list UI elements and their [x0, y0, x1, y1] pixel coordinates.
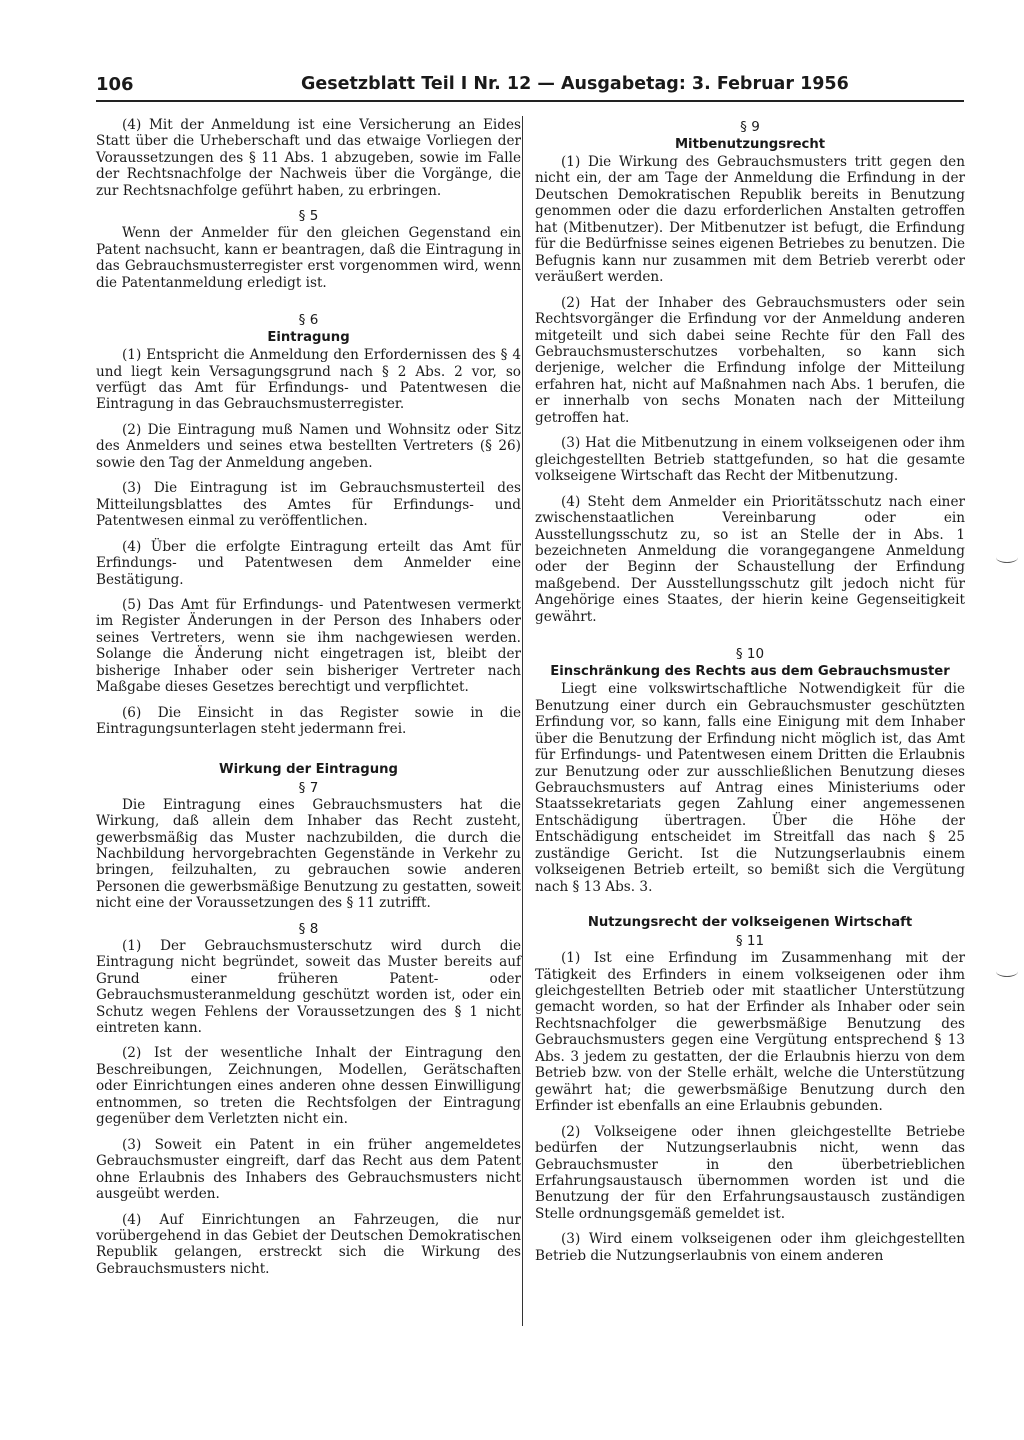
paragraph: (3) Die Eintragung ist im Gebrauchsmusterteil des Mitteilungsblattes des Amtes für Erfindungs- und Patentwesen einmal zu veröffentlichen. [96, 480, 521, 530]
section-number: § 11 [735, 933, 765, 950]
paragraph: (4) Über die erfolgte Eintragung erteilt das Amt für Erfindungs- und Patentwesen dem Anmelder eine Bestätigung. [96, 538, 521, 588]
section-heading: Wirkung der Eintragung [219, 761, 398, 777]
paragraph: Die Eintragung eines Gebrauchsmusters hat die Wirkung, daß allein dem Inhaber das Recht zusteht, gewerbsmäßig das Muster nachzubilden, die durch die Nachbildung hervorgebrachten Gegenstände in Verkehr zu bringen, feilzuhalten, zu gebrauchen sowie anderen Personen die gewerbsmäßige Benutzung zu gestatten, soweit nicht eine der Voraussetzungen des § 11 zutrifft. [96, 796, 521, 912]
paragraph: (4) Steht dem Anmelder ein Prioritätsschutz nach einer zwischenstaatlichen Vereinbarung oder ein Ausstellungsschutz zu, so ist an Stelle der in Abs. 1 bezeichneten Anmeldung die vorangegangene Anmeldung oder der Beginn der Schaustellung der Erfindung maßgebend. Der Ausstellungsschutz gilt jedoch nicht für Angehörige eines Staates, der hierin keine Gegenseitigkeit gewährt. [535, 493, 965, 625]
margin-mark [996, 552, 1018, 563]
paragraph: (3) Wird einem volkseigenen oder ihm gleichgestellten Betrieb die Nutzungserlaubnis von einem anderen [535, 1231, 965, 1264]
paragraph: (1) Ist eine Erfindung im Zusammenhang mit der Tätigkeit des Erfinders in einem volkseigenen oder ihm gleichgestellten Betrieb oder mit staatlicher Unterstützung gemacht worden, so hat der Erfinder als Inhaber oder sein Rechtsnachfolger die gewerbsmäßige Benutzung des Gebrauchsmusters gegen eine Vergütung entsprechend § 13 Abs. 3 jedem zu gestatten, der die Erlaubnis hierzu von dem Betrieb bzw. von der Stelle erhält, welche die Unterstützung gewährt hat; die gewerbsmäßige Benutzung durch den Erfinder ist ebenfalls an eine Erlaubnis gebunden. [535, 950, 965, 1115]
section-heading: Eintragung [267, 330, 350, 346]
paragraph: (4) Auf Einrichtungen an Fahrzeugen, die nur vorübergehend in das Gebiet der Deutschen Demokratischen Republik gelangen, erstreckt sich die Wirkung des Gebrauchsmusters nicht. [96, 1211, 521, 1277]
right-column [535, 117, 965, 1273]
section-number: § 10 [735, 646, 765, 663]
paragraph: (2) Die Eintragung muß Namen und Wohnsitz oder Sitz des Anmelders und seines etwa bestellten Vertreters (§ 26) sowie den Tag der Anmeldung angeben. [96, 421, 521, 471]
section-number: § 6 [298, 312, 319, 329]
paragraph: (4) Mit der Anmeldung ist eine Versicherung an Eides Statt über die Urheberschaft und das etwaige Vorliegen der Voraussetzungen des § 11 Abs. 1 abzugeben, sowie im Falle der Rechtsnachfolge der Nachweis über die Vorgänge, die zur Rechtsnachfolge geführt haben, zu erbringen. [96, 117, 521, 199]
paragraph: (2) Volkseigene oder ihnen gleichgestellte Betriebe bedürfen der Nutzungserlaubnis nicht, wenn das Gebrauchsmuster in den überbetrieblichen Erfahrungsaustausch übernommen worden ist und die Benutzung der für den Erfahrungsaustausch zuständigen Stelle ordnungsgemäß gemeldet ist. [535, 1123, 965, 1222]
header-title: Gesetzblatt Teil I Nr. 12 — Ausgabetag: 3. Februar 1956 [301, 74, 849, 94]
margin-mark [996, 966, 1018, 977]
paragraph: (2) Hat der Inhaber des Gebrauchsmusters oder sein Rechtsvorgänger die Erfindung vor der Anmeldung anderen mitgeteilt und sich dabei seine Rechte für den Fall des Gebrauchsmusterschutzes vorbehalten, so kann sich derjenige, welcher die Erfindung infolge der Mitteilung erfahren hat, nicht auf Maßnahmen nach Abs. 1 berufen, die er innerhalb von sechs Monaten nach der Mitteilung getroffen hat. [535, 294, 965, 426]
paragraph: Liegt eine volkswirtschaftliche Notwendigkeit für die Benutzung einer durch ein Gebrauchsmuster geschützten Erfindung vor, so kann, falls eine Einigung mit dem Inhaber über die Benutzung der Erfindung nicht möglich ist, das Amt für Erfindungs- und Patentwesen einem Dritten die Erlaubnis zur Benutzung oder zur ausschließlichen Benutzung dieses Gebrauchsmusters auf Antrag eines Ministeriums oder Staatssekretariats gegen Zahlung einer angemessenen Entschädigung übertragen. Über die Höhe der Entschädigung entscheidet im Streitfall das nach § 25 zuständige Gericht. Ist die Nutzungserlaubnis einem volkseigenen Betrieb erteilt, so bemißt sich die Vergütung nach § 13 Abs. 3. [535, 681, 965, 895]
paragraph: Wenn der Anmelder für den gleichen Gegenstand ein Patent nachsucht, kann er beantragen, daß die Eintragung in das Gebrauchsmusterregister erst vorgenommen wird, wenn die Patentanmeldung erledigt ist. [96, 225, 521, 291]
column-divider [522, 116, 523, 1326]
section-heading: Nutzungsrecht der volkseigenen Wirtschaft [587, 915, 913, 931]
paragraph: (1) Die Wirkung des Gebrauchsmusters tritt gegen den nicht ein, der am Tage der Anmeldung die Erfindung in der Deutschen Demokratischen Republik bereits in Benutzung genommen oder die dazu erforderlichen Anstalten getroffen hat (Mitbenutzer). Der Mitbenutzer ist befugt, die Erfindung für die Bedürfnisse seines eigenen Betriebes zu benutzen. Die Befugnis kann nur zusammen mit dem Betrieb vererbt oder veräußert werden. [535, 154, 965, 286]
section-number: § 7 [298, 779, 319, 796]
paragraph: (3) Hat die Mitbenutzung in einem volkseigenen oder ihm gleichgestellten Betrieb stattgefunden, so hat die gesamte volkseigene Wirtschaft das Recht der Mitbenutzung. [535, 435, 965, 485]
paragraph: (2) Ist der wesentliche Inhalt der Eintragung den Beschreibungen, Zeichnungen, Modellen, Gerätschaften oder Einrichtungen eines anderen ohne dessen Einwilligung entnommen, so treten die Rechtsfolgen der Eintragung gegenüber dem Verletzten nicht ein. [96, 1045, 521, 1128]
paragraph: (6) Die Einsicht in das Register sowie in die Eintragungsunterlagen steht jedermann frei. [96, 704, 521, 738]
section-number: § 9 [740, 119, 760, 135]
paragraph: (3) Soweit ein Patent in ein früher angemeldetes Gebrauchsmuster eingreift, darf das Recht aus dem Patent ohne Erlaubnis des Inhabers des Gebrauchsmusters nicht ausgeübt werden. [96, 1136, 521, 1203]
paragraph: (1) Der Gebrauchsmusterschutz wird durch die Eintragung nicht begründet, soweit das Muster bereits auf Grund einer früheren Patent- oder Gebrauchsmusteranmeldung geschützt worden ist, oder ein Schutz wegen Fehlens der Voraussetzungen des § 1 nicht eintreten kann. [96, 937, 521, 1037]
section-heading: Mitbenutzungsrecht [674, 137, 826, 152]
page-header [96, 66, 964, 102]
left-column [96, 117, 521, 1286]
page-number: 106 [96, 74, 134, 95]
section-number: § 5 [298, 208, 319, 225]
section-heading: Einschränkung des Rechts aus dem Gebrauchsmuster [550, 664, 950, 680]
section-number: § 8 [298, 920, 319, 937]
paragraph: (5) Das Amt für Erfindungs- und Patentwesen vermerkt im Register Änderungen in der Person des Inhabers oder seines Vertreters, wenn sie ihm nachgewiesen werden. Solange die Änderung nicht eingetragen ist, bleibt der bisherige Inhaber oder sein bisheriger Vertreter nach Maßgabe dieses Gesetzes berechtigt und verpflichtet. [96, 596, 521, 696]
paragraph: (1) Entspricht die Anmeldung den Erfordernissen des § 4 und liegt kein Versagungsgrund nach § 2 Abs. 2 vor, so verfügt das Amt für Erfindungs- und Patentwesen die Eintragung in das Gebrauchsmusterregister. [96, 347, 521, 413]
